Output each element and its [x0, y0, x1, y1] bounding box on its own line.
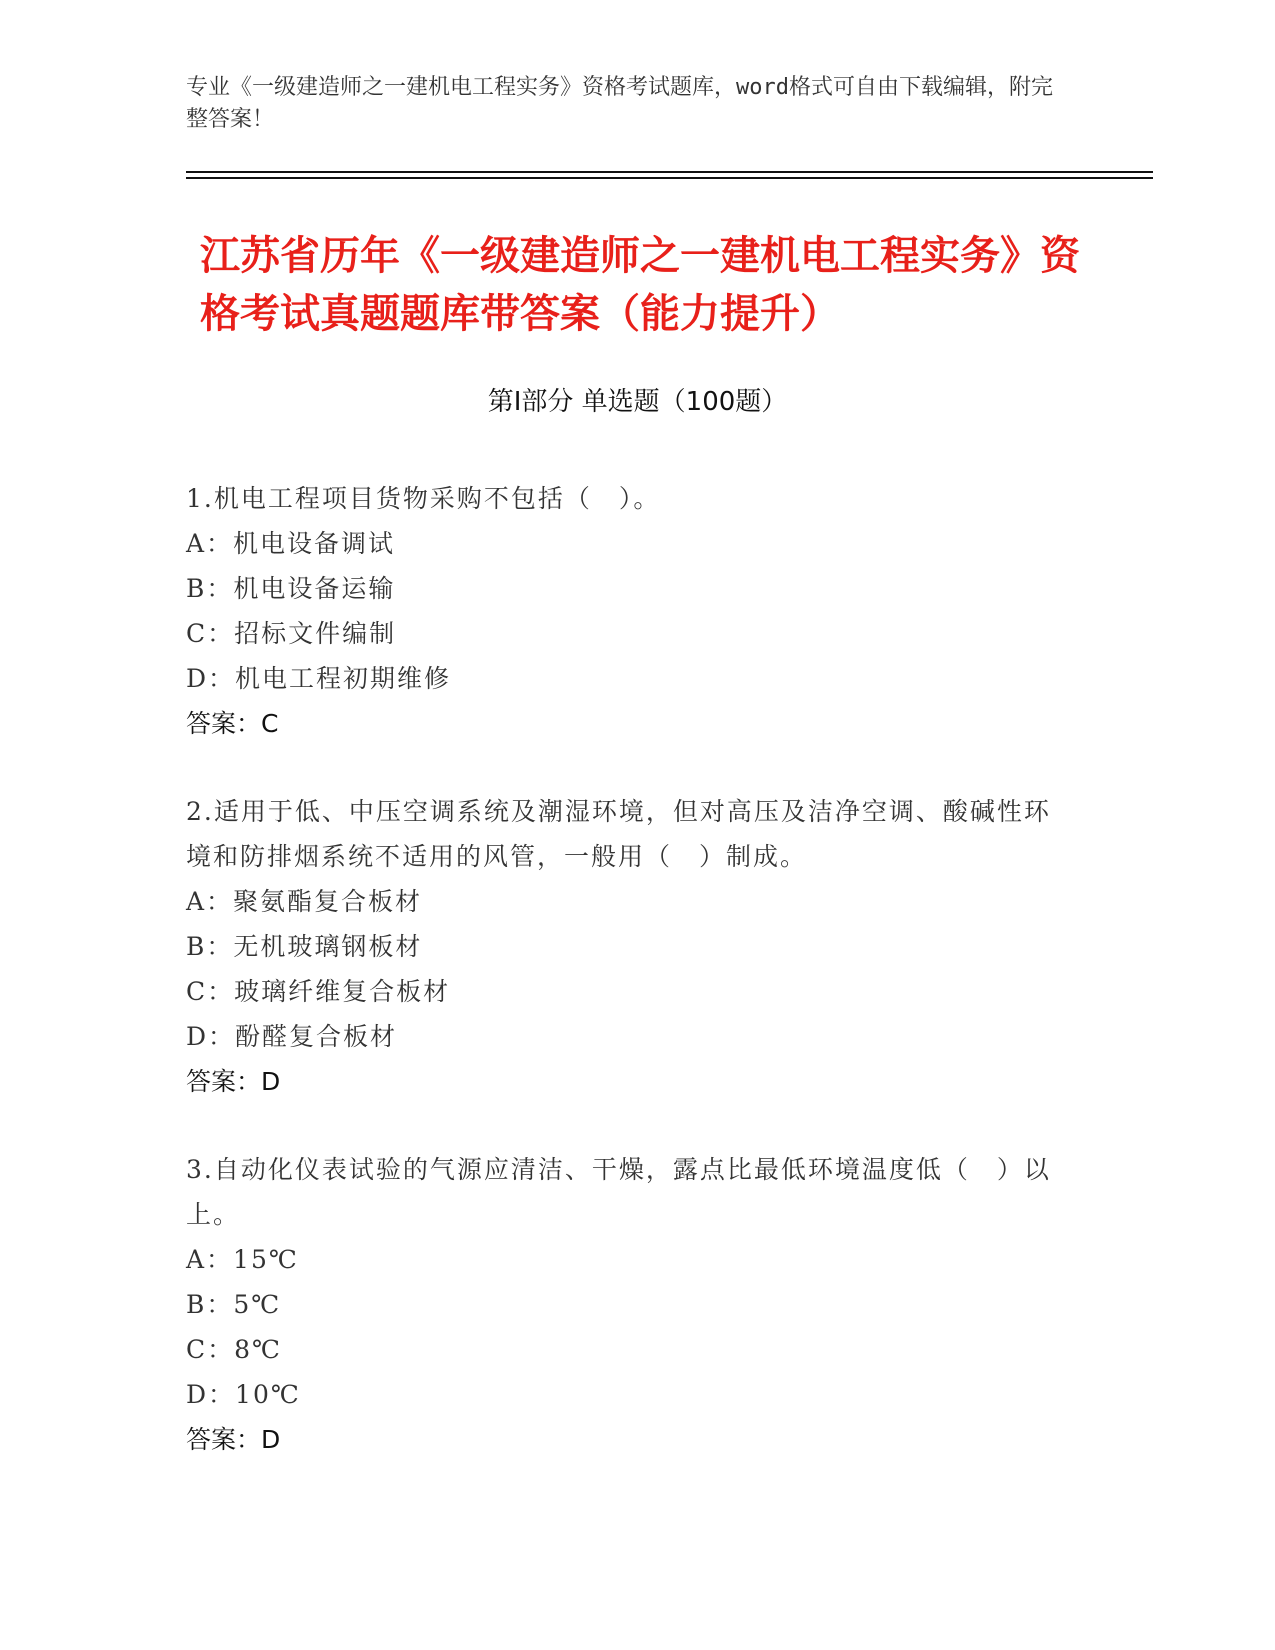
option-d: D：机电工程初期维修 [186, 664, 452, 693]
question-3 [186, 1147, 1066, 1462]
header-divider-bottom [186, 177, 1153, 179]
document-title: 江苏省历年《一级建造师之一建机电工程实务》资格考试真题题库带答案（能力提升） [200, 233, 1080, 337]
answer: 答案：D [186, 1067, 281, 1096]
header-note: 专业《一级建造师之一建机电工程实务》资格考试题库，word格式可自由下载编辑，附完整答案！ [186, 75, 1053, 132]
answer: 答案：C [186, 709, 279, 738]
question-1 [186, 476, 1066, 746]
option-c: C：玻璃纤维复合板材 [186, 977, 451, 1006]
question-2 [186, 789, 1066, 1104]
section-title: 第I部分 单选题（100题） [487, 387, 788, 417]
option-a: A：聚氨酯复合板材 [186, 887, 423, 916]
question-list [186, 476, 1066, 1505]
option-b: B：无机玻璃钢板材 [186, 932, 423, 961]
option-d: D：10℃ [186, 1380, 301, 1409]
option-d: D：酚醛复合板材 [186, 1022, 398, 1051]
answer: 答案：D [186, 1425, 281, 1454]
option-a: A：机电设备调试 [186, 529, 396, 558]
question-stem: 3.自动化仪表试验的气源应清洁、干燥，露点比最低环境温度低（ ）以上。 [186, 1155, 1051, 1229]
option-b: B：机电设备运输 [186, 574, 396, 603]
option-b: B：5℃ [186, 1290, 282, 1319]
option-a: A：15℃ [186, 1245, 299, 1274]
option-c: C：8℃ [186, 1335, 283, 1364]
question-stem: 1.机电工程项目货物采购不包括（ ）。 [186, 484, 661, 513]
question-stem: 2.适用于低、中压空调系统及潮湿环境，但对高压及洁净空调、酸碱性环境和防排烟系统不适用的风管，一般用（ ）制成。 [186, 797, 1051, 871]
option-c: C：招标文件编制 [186, 619, 397, 648]
header-divider-top [186, 171, 1153, 173]
